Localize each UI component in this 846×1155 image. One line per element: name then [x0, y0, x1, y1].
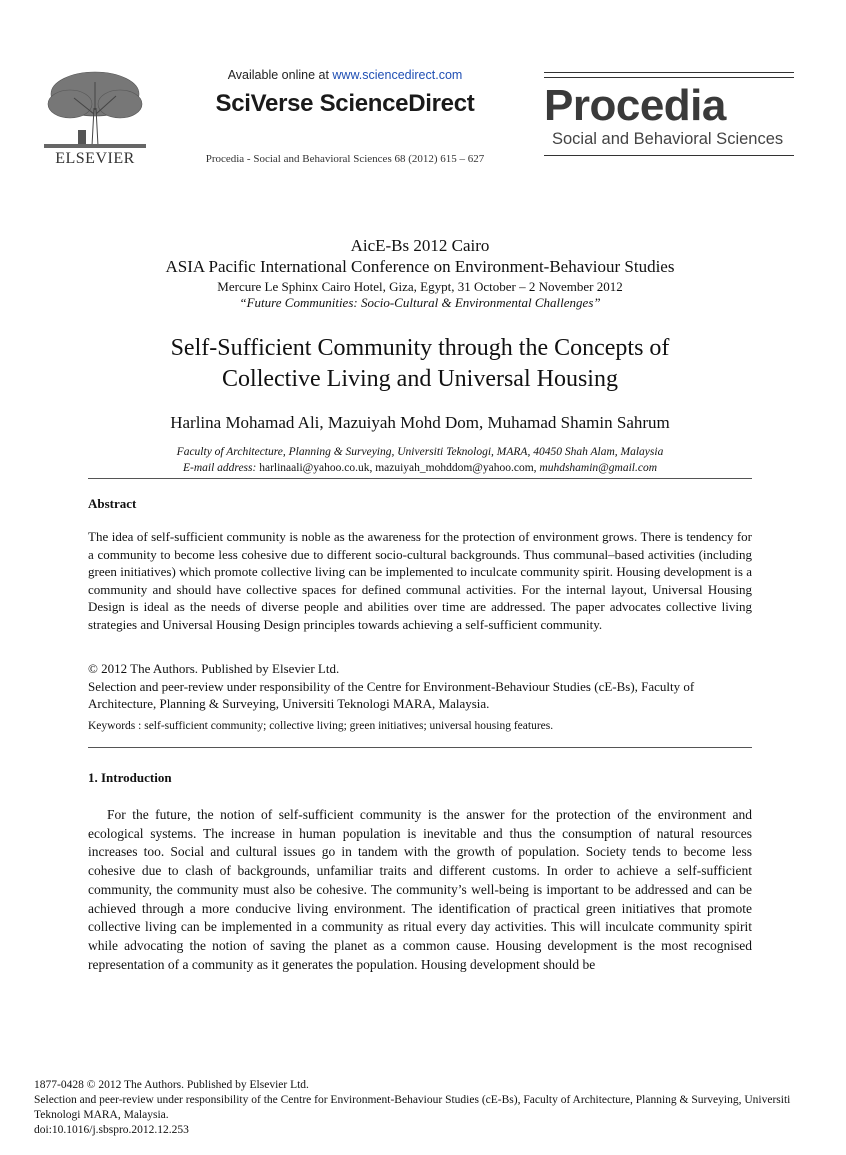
footnote-doi[interactable]: doi:10.1016/j.sbspro.2012.12.253	[34, 1124, 189, 1136]
divider	[88, 747, 752, 748]
email-list: harlinaali@yahoo.co.uk, mazuiyah_mohddom@yahoo.com,	[256, 462, 540, 474]
conference-full-name: ASIA Pacific International Conference on Environment-Behaviour Studies	[165, 257, 675, 276]
journal-title: Procedia	[544, 81, 726, 130]
email-label: E-mail address:	[182, 462, 257, 474]
abstract-heading: Abstract	[88, 496, 137, 511]
author-affiliation: Faculty of Architecture, Planning & Surveying, Universiti Teknologi, MARA, 40450 Shah Alam, Malaysia	[176, 446, 664, 458]
abstract-text: The idea of self-sufficient community is noble as the awareness for the protection of environment grows. There is tendency for a community to become less cohesive due to different socio-cultural backgrounds. Thus communal–based activities (including green initiatives) which promote collective living can be implemented to inculcate community spirit. Housing development is a community and should have collective spaces for defined communal activities. For the internal layout, Universal Housing Design is ideal as the needs of diverse people and abilities over time are addressed. The paper advocates collective living strategies and Universal Housing Design principles towards achieving a self-sufficient community.	[88, 529, 752, 632]
divider	[544, 72, 794, 73]
footnote	[34, 1078, 794, 1138]
footnote-issn: 1877-0428 © 2012 The Authors. Published by Elsevier Ltd.	[34, 1079, 309, 1091]
abstract-copyright	[88, 660, 752, 713]
conference-venue: Mercure Le Sphinx Cairo Hotel, Giza, Egypt, 31 October – 2 November 2012	[217, 279, 623, 294]
introduction-heading: 1. Introduction	[88, 770, 172, 785]
peer-review-line: Selection and peer-review under responsibility of the Centre for Environment-Behaviour Studies (cE-Bs), Faculty of Architecture, Planning & Surveying, Universiti Teknologi MARA, Malaysia.	[88, 678, 695, 711]
paper-title	[60, 333, 780, 395]
introduction-text: For the future, the notion of self-sufficient community is the answer for the protection of the environment and ecological systems. The increase in human population is inevitable and thus the consumption of natural resources increases too. Social and cultural issues go in tandem with the growth of population. Society tends to become less cohesive due to clash of backgrounds, unfamiliar traits and different customs. In order to achieve a self-sufficient community, the community must also be cohesive. The community’s well-being is important to be addressed and can be achieved through a more conducive living environment. The identification of practical green initiatives that promote collective living can be implemented in a community as ritual every day activities. This will inculcate community spirit while advocating the notion of saving the planet as a common cause. Housing development is the most recognised representation of a community as it generates the population. Housing development should be	[88, 807, 752, 972]
paper-authors: Harlina Mohamad Ali, Mazuiyah Mohd Dom, Muhamad Shamin Sahrum	[170, 413, 670, 432]
divider	[88, 478, 752, 479]
keywords: Keywords : self-sufficient community; collective living; green initiatives; universal housing features.	[88, 720, 554, 732]
journal-citation: Procedia - Social and Behavioral Sciences 68 (2012) 615 – 627	[205, 153, 485, 165]
divider	[544, 155, 794, 156]
email-list-italic: muhdshamin@gmail.com	[539, 462, 657, 474]
available-prefix: Available online at	[227, 68, 333, 82]
sciencedirect-link[interactable]: www.sciencedirect.com	[332, 68, 463, 82]
journal-subtitle: Social and Behavioral Sciences	[552, 130, 784, 148]
divider	[544, 77, 794, 78]
copyright-line: © 2012 The Authors. Published by Elsevier Ltd.	[88, 661, 340, 676]
footnote-review: Selection and peer-review under responsibility of the Centre for Environment-Behaviour Studies (cE-Bs), Faculty of Architecture, Planning & Surveying, Universiti Teknologi MARA, Malaysia.	[34, 1094, 791, 1121]
conference-theme: “Future Communities: Socio-Cultural & Environmental Challenges”	[239, 295, 601, 310]
author-emails	[60, 462, 780, 474]
available-online	[200, 68, 490, 82]
sciverse-logo-text: SciVerse ScienceDirect	[215, 90, 475, 117]
publisher-name: ELSEVIER	[55, 150, 135, 167]
paper-title-line2: Collective Living and Universal Housing	[222, 366, 618, 392]
conference-name: AicE-Bs 2012 Cairo	[350, 236, 490, 255]
paper-title-line1: Self-Sufficient Community through the Concepts of	[170, 335, 670, 361]
